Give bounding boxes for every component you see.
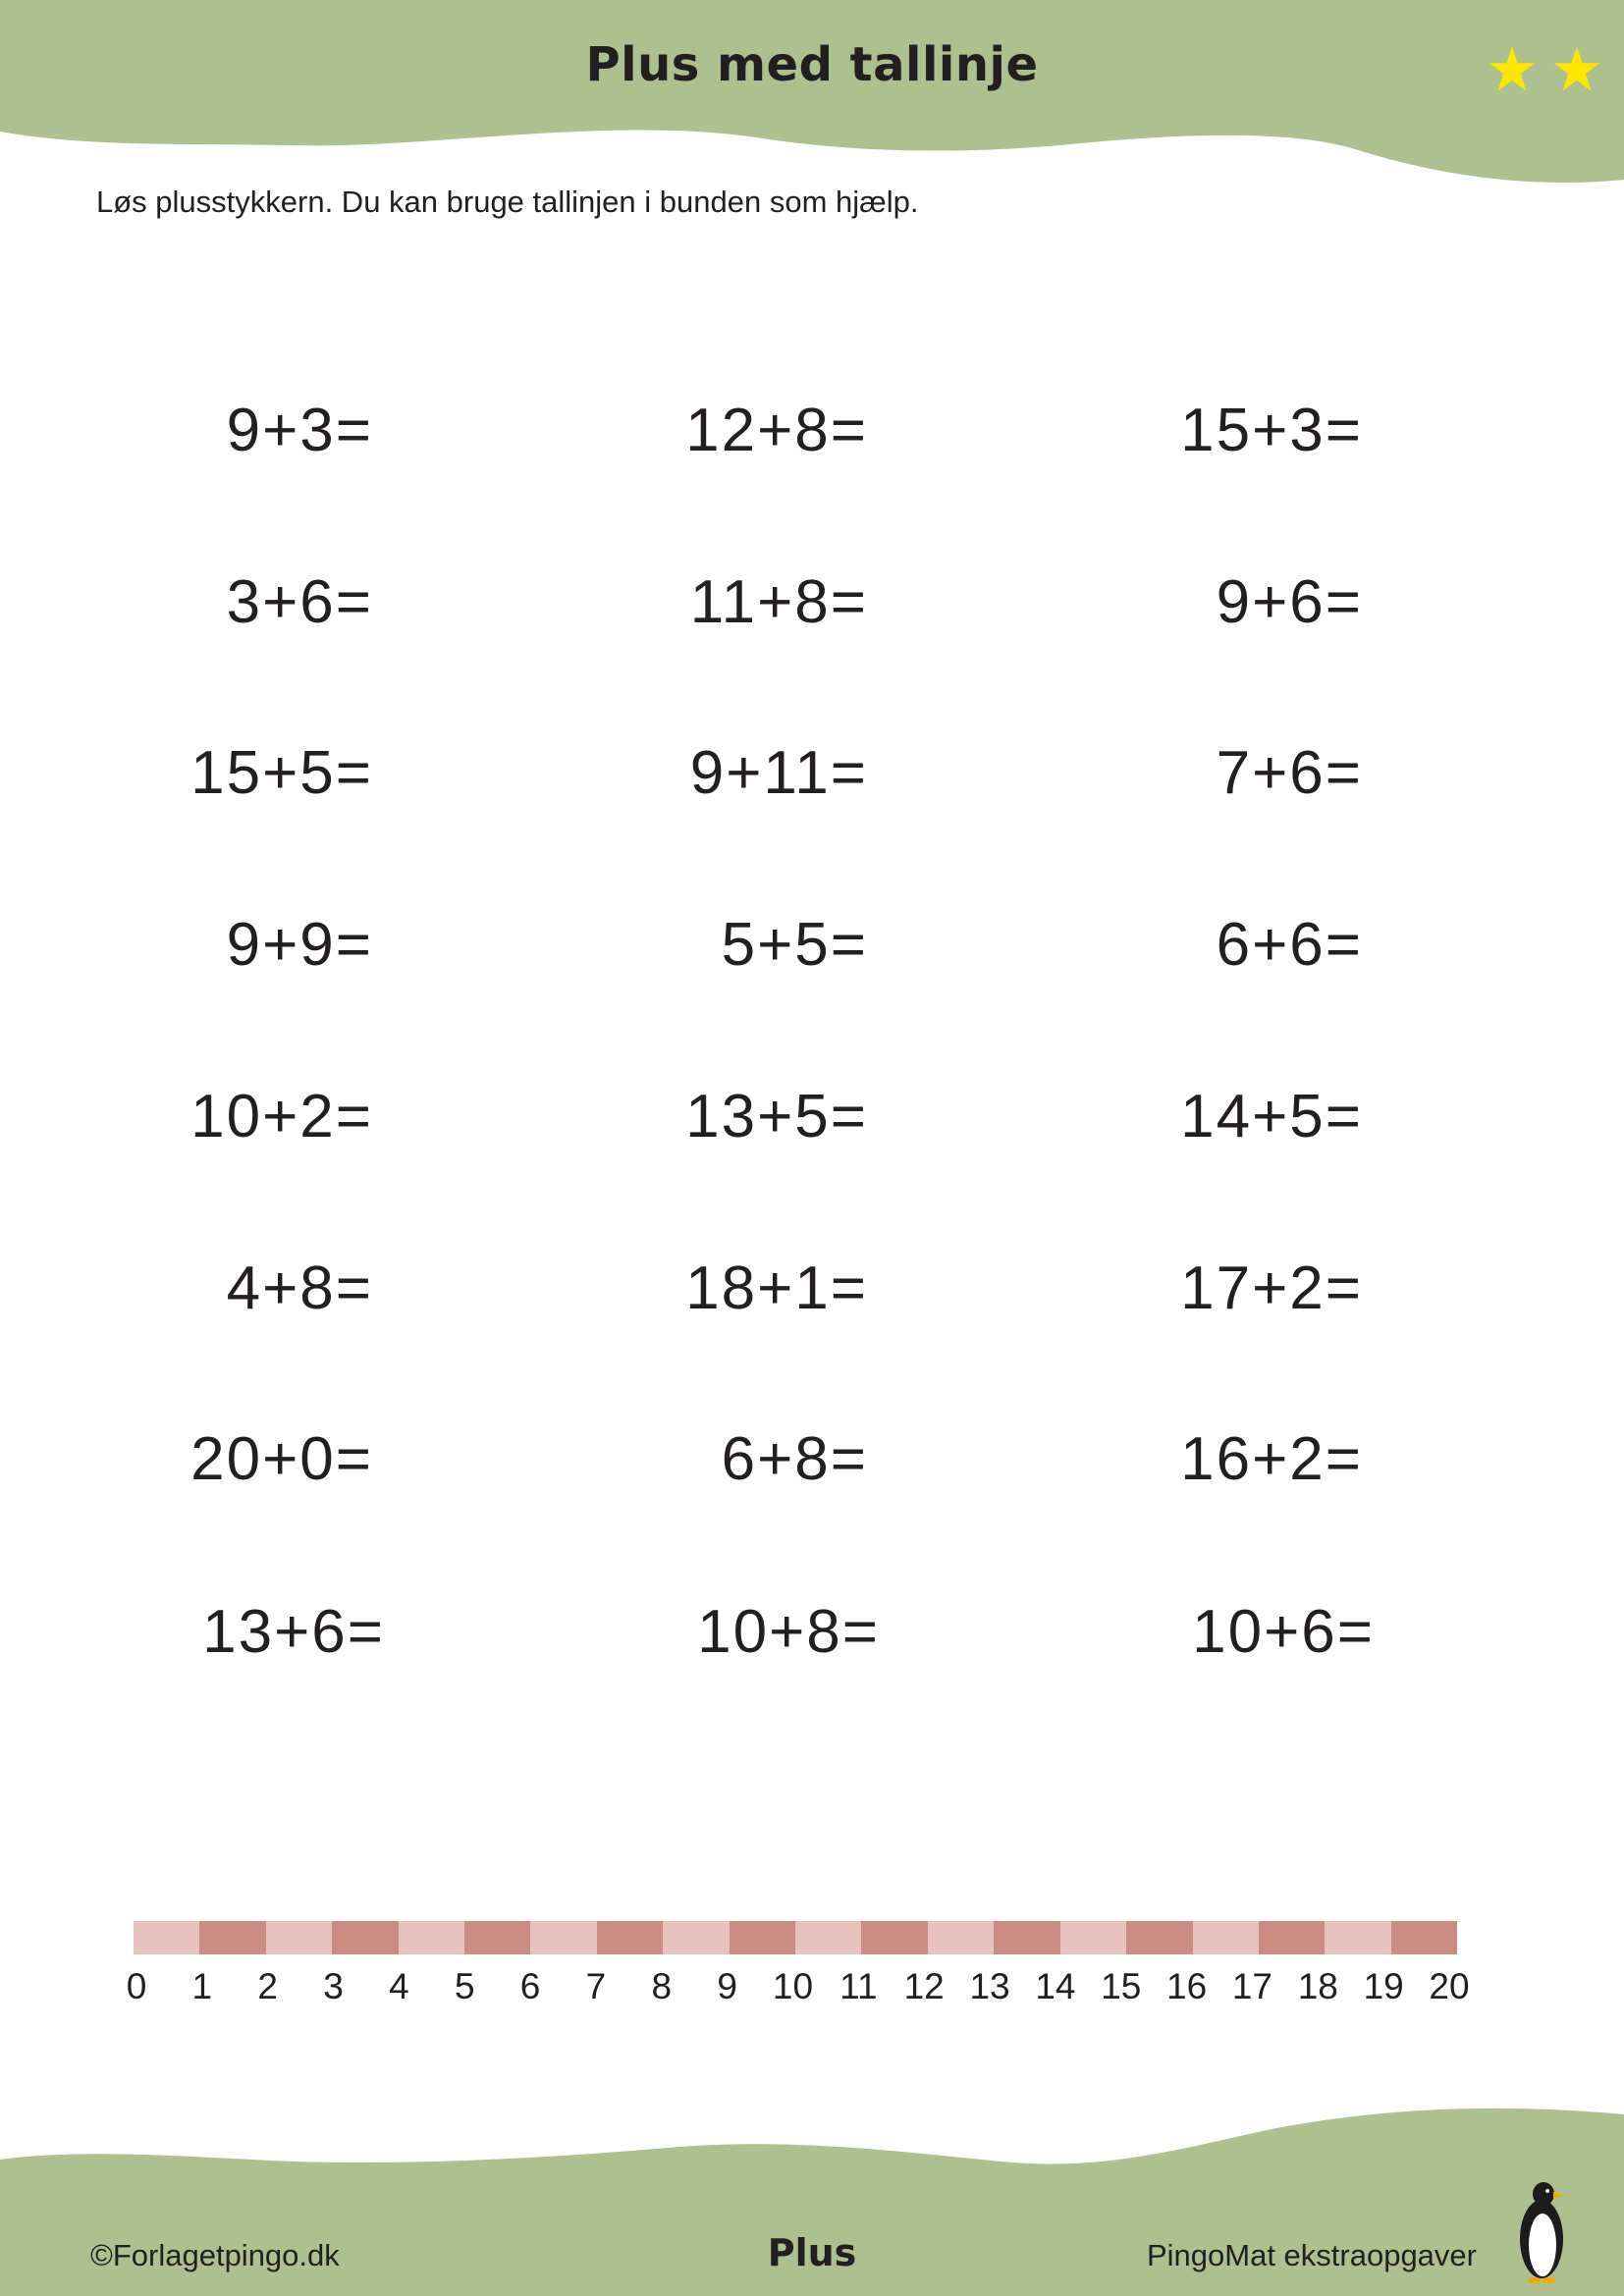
- page-title: Plus med tallinje: [585, 37, 1039, 92]
- problem: 14+5=: [1180, 1083, 1363, 1150]
- problem: 10+8=: [697, 1598, 880, 1666]
- number-line-tick-label: 4: [389, 1966, 409, 2006]
- number-line: [134, 1921, 1457, 1954]
- number-line-segment: [663, 1921, 729, 1954]
- number-line-segment: [134, 1921, 199, 1954]
- number-line-tick-label: 15: [1101, 1966, 1142, 2006]
- number-line-tick-label: 8: [651, 1966, 673, 2006]
- problem: 6+8=: [721, 1425, 868, 1493]
- number-line-tick-label: 1: [191, 1966, 213, 2006]
- series-label: PingoMat ekstraopgaver: [1146, 2238, 1477, 2272]
- number-line-tick-label: 7: [585, 1966, 607, 2006]
- problem: 17+2=: [1180, 1255, 1363, 1322]
- number-line-tick-label: 5: [454, 1966, 475, 2006]
- problem: 18+1=: [685, 1255, 868, 1322]
- number-line-segment: [530, 1921, 596, 1954]
- number-line-segment: [1391, 1921, 1457, 1954]
- number-line-tick-label: 20: [1429, 1966, 1470, 2006]
- number-line-segment: [1259, 1921, 1325, 1954]
- penguin-icon: [1512, 2174, 1571, 2284]
- number-line-segment: [266, 1921, 332, 1954]
- problem: 9+3=: [226, 397, 373, 464]
- problem: 9+11=: [689, 739, 868, 807]
- number-line-tick-label: 11: [839, 1966, 878, 2006]
- instruction-text: Løs plusstykkern. Du kan bruge tallinjen i bunden som hjælp.: [96, 185, 919, 219]
- number-line-segment: [399, 1921, 464, 1954]
- problem: 9+6=: [1216, 568, 1363, 636]
- problem: 3+6=: [226, 568, 373, 636]
- problem: 12+8=: [685, 397, 868, 464]
- topic-label: Plus: [767, 2231, 857, 2274]
- problem: 5+5=: [721, 911, 868, 979]
- number-line-segment: [597, 1921, 663, 1954]
- number-line-tick-label: 18: [1297, 1966, 1338, 2006]
- problem: 15+3=: [1180, 397, 1363, 464]
- number-line-segment: [1325, 1921, 1390, 1954]
- number-line-segment: [994, 1921, 1059, 1954]
- number-line-labels: [0, 1966, 1624, 2015]
- number-line-tick-label: 14: [1035, 1966, 1076, 2006]
- number-line-segment: [928, 1921, 994, 1954]
- problem: 11+8=: [689, 568, 868, 636]
- number-line-segment: [1126, 1921, 1192, 1954]
- number-line-tick-label: 12: [903, 1966, 945, 2006]
- problem: 9+9=: [226, 911, 373, 979]
- problem: 15+5=: [190, 739, 373, 807]
- number-line-segment: [861, 1921, 927, 1954]
- problem: 6+6=: [1216, 911, 1363, 979]
- number-line-segment: [795, 1921, 861, 1954]
- number-line-segment: [1060, 1921, 1126, 1954]
- number-line-tick-label: 9: [717, 1966, 737, 2006]
- problem: 7+6=: [1216, 739, 1363, 807]
- number-line-tick-label: 0: [126, 1966, 147, 2006]
- number-line-tick-label: 13: [969, 1966, 1010, 2006]
- number-line-tick-label: 19: [1363, 1966, 1404, 2006]
- number-line-segment: [199, 1921, 265, 1954]
- number-line-segment: [332, 1921, 398, 1954]
- problem: 10+2=: [190, 1083, 373, 1150]
- number-line-segment: [1193, 1921, 1259, 1954]
- number-line-tick-label: 6: [519, 1966, 541, 2006]
- number-line-tick-label: 16: [1166, 1966, 1208, 2006]
- number-line-segment: [464, 1921, 530, 1954]
- problem: 20+0=: [190, 1425, 373, 1493]
- number-line-tick-label: 10: [772, 1966, 814, 2006]
- problem: 16+2=: [1180, 1425, 1363, 1493]
- problem: 13+6=: [202, 1598, 385, 1666]
- number-line-tick-label: 2: [257, 1966, 278, 2006]
- problem: 13+5=: [685, 1083, 868, 1150]
- copyright-text: ©Forlagetpingo.dk: [90, 2238, 340, 2272]
- number-line-tick-label: 17: [1231, 1966, 1273, 2006]
- problem: 4+8=: [226, 1255, 373, 1322]
- problem: 10+6=: [1192, 1598, 1375, 1666]
- number-line-segment: [730, 1921, 795, 1954]
- number-line-tick-label: 3: [323, 1966, 344, 2006]
